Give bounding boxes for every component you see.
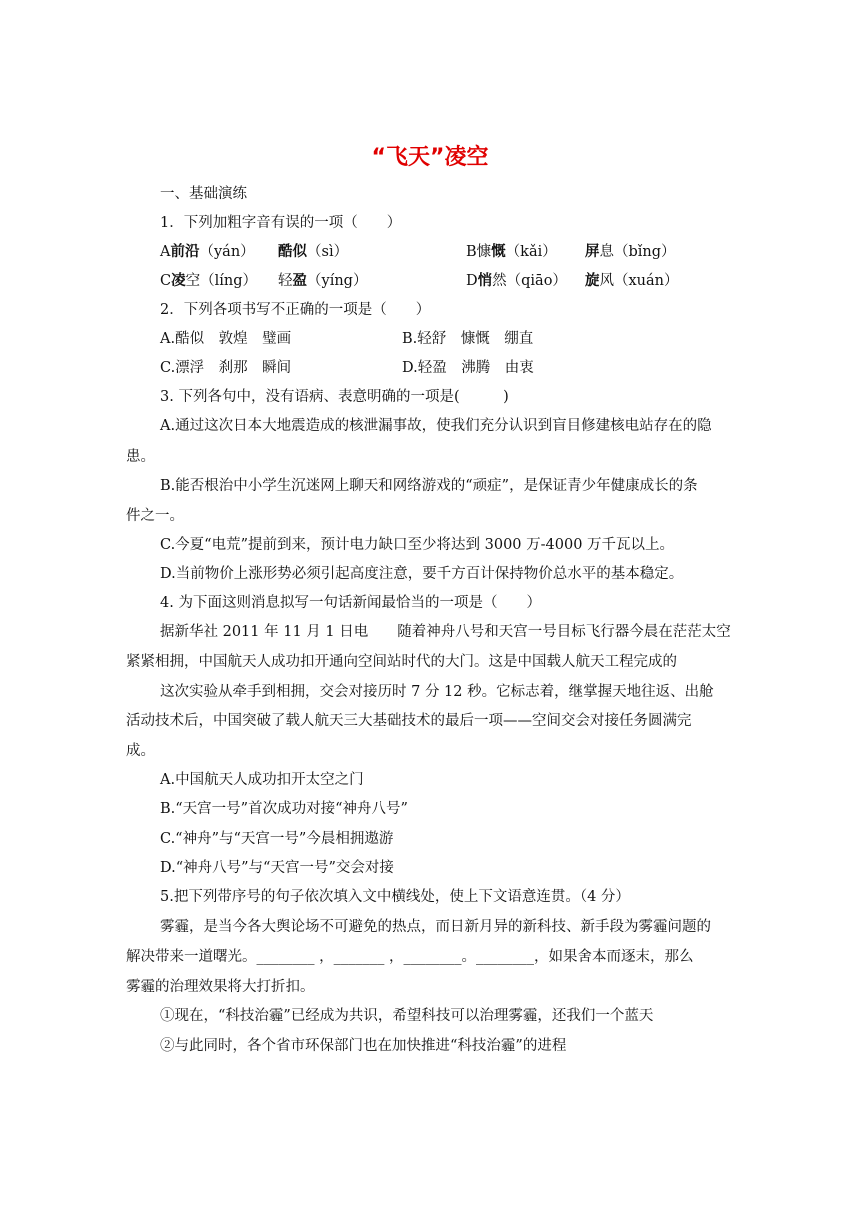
q4-passage-line3: 这次实验从牵手到相拥，交会对接历时 7 分 12 秒。它标志着，继掌握天地往返、出舱 <box>160 684 714 700</box>
q3-stem: 3. 下列各句中，没有语病、表意明确的一项是( ) <box>160 389 509 405</box>
q1-option-d2 <box>585 271 679 291</box>
q3-option-b-line1: B.能否根治中小学生沉迷网上聊天和网络游戏的“顽症”，是保证青少年健康成长的条 <box>160 478 698 494</box>
q2-option-c: C.漂浮 刹那 瞬间 <box>160 360 292 376</box>
q5-passage-line2: 解决带来一道曙光。________ ，_______ ，________。________，如果舍本而逐末，那么 <box>126 949 694 965</box>
page-title: “飞天”凌空 <box>371 145 489 170</box>
pinyin: （bǐng） <box>614 244 676 260</box>
q5-passage-line1: 雾霾，是当今各大舆论场不可避免的热点，而日新月异的新科技、新手段为雾霾问题的 <box>160 919 711 935</box>
option-letter: D <box>466 273 478 289</box>
q4-passage-line2: 紧紧相拥，中国航天人成功扣开通向空间站时代的大门。这是中国载人航天工程完成的 <box>126 654 677 670</box>
plain-char: 轻 <box>278 273 293 289</box>
q2-option-b: B.轻舒 慷慨 绷直 <box>402 331 534 347</box>
pinyin: （sì） <box>307 244 349 260</box>
q3-option-a-line1: A.通过这次日本大地震造成的核泄漏事故，使我们充分认识到盲目修建核电站存在的隐 <box>160 418 712 434</box>
bold-chars: 悄 <box>477 272 493 289</box>
q3-option-a-line2: 患。 <box>126 449 155 465</box>
q3-option-b-line2: 件之一。 <box>126 508 184 524</box>
q5-sentence-1: ①现在，“科技治霾”已经成为共识，希望科技可以治理雾霾，还我们一个蓝天 <box>160 1008 654 1024</box>
q4-option-a: A.中国航天人成功扣开太空之门 <box>160 772 364 788</box>
bold-chars: 酷似 <box>278 243 307 260</box>
pinyin: （yán） <box>199 244 255 260</box>
q1-option-a2 <box>278 242 348 262</box>
bold-chars: 凌 <box>171 272 186 289</box>
option-letter: B <box>466 244 477 260</box>
plain-char: 然 <box>492 273 507 289</box>
bold-chars: 屏 <box>585 243 600 260</box>
option-letter: C <box>160 273 172 289</box>
pinyin: （qiāo） <box>506 273 567 289</box>
bold-chars: 盈 <box>292 272 307 289</box>
q2-stem: 2．下列各项书写不正确的一项是（ ） <box>160 302 431 318</box>
pinyin: （kǎi） <box>505 244 557 260</box>
q5-passage-line3: 雾霾的治理效果将大打折扣。 <box>126 979 315 995</box>
section-heading: 一、基础演练 <box>160 186 247 202</box>
q1-option-d <box>466 271 567 291</box>
q1-option-c2 <box>278 271 367 291</box>
q1-stem: 1．下列加粗字音有误的一项（ ） <box>160 215 402 231</box>
q3-option-c: C.今夏“电荒”提前到来，预计电力缺口至少将达到 3000 万-4000 万千瓦以上。 <box>160 537 675 553</box>
q1-option-b2 <box>585 242 676 262</box>
q2-option-d: D.轻盈 沸腾 由衷 <box>402 360 534 376</box>
q4-option-d: D.“神舟八号”与“天宫一号”交会对接 <box>160 860 394 876</box>
bold-chars: 旋 <box>585 272 600 289</box>
plain-char: 风 <box>599 273 614 289</box>
pinyin: （yíng） <box>307 273 368 289</box>
q2-option-a: A.酷似 敦煌 璧画 <box>160 331 292 347</box>
q1-option-a <box>160 242 255 262</box>
q1-option-b <box>466 242 557 262</box>
plain-char: 息 <box>599 244 614 260</box>
pinyin: （xuán） <box>614 273 679 289</box>
option-letter: A <box>160 244 171 260</box>
plain-char: 慷 <box>476 244 492 260</box>
bold-chars: 慨 <box>491 243 506 260</box>
pinyin: （líng） <box>200 273 258 289</box>
q5-stem: 5.把下列带序号的句子依次填入文中横线处，使上下文语意连贯。（4 分） <box>160 889 630 905</box>
q5-sentence-2: ②与此同时，各个省市环保部门也在加快推进“科技治霾”的进程 <box>160 1038 567 1054</box>
q1-option-c <box>160 271 257 291</box>
q3-option-d: D.当前物价上涨形势必须引起高度注意，要千方百计保持物价总水平的基本稳定。 <box>160 566 684 582</box>
plain-char: 空 <box>185 273 201 289</box>
q4-passage-line5: 成。 <box>126 743 155 759</box>
q4-passage-line4: 活动技术后，中国突破了载人航天三大基础技术的最后一项——空间交会对接任务圆满完 <box>126 713 692 729</box>
q4-option-c: C.“神舟”与“天宫一号”今晨相拥遨游 <box>160 831 394 847</box>
q4-passage-line1: 据新华社 2011 年 11 月 1 日电 随着神舟八号和天宫一号目标飞行器今晨在茫茫太空 <box>160 624 731 640</box>
q4-stem: 4. 为下面这则消息拟写一句话新闻最恰当的一项是（ ） <box>160 595 541 611</box>
q4-option-b: B.“天宫一号”首次成功对接“神舟八号” <box>160 801 408 817</box>
bold-chars: 前沿 <box>170 243 200 260</box>
